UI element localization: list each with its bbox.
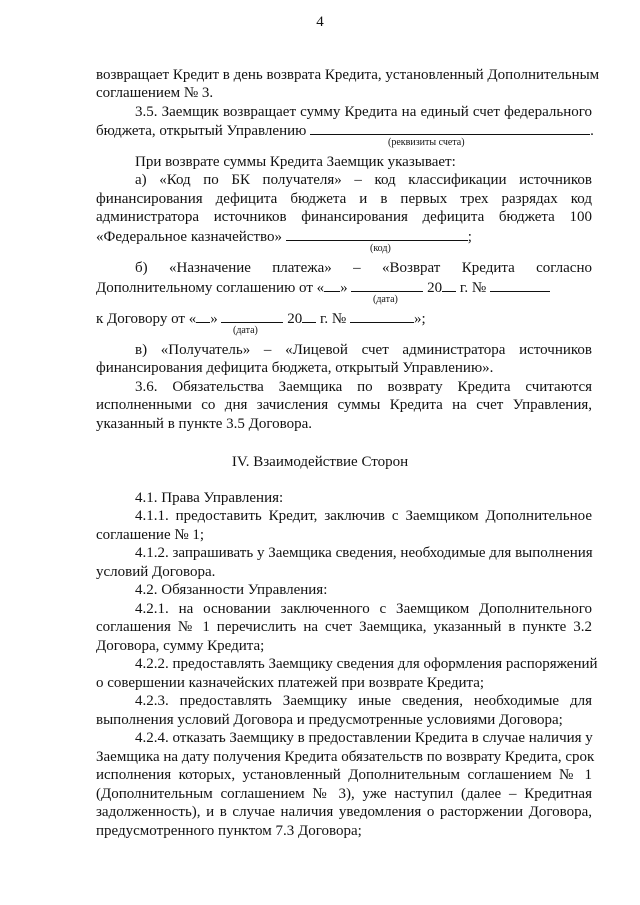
text-line: администратора источников финансирования дефицита бюджета 100 xyxy=(96,209,592,225)
text-line: 4.1.1. предоставить Кредит, заключив с Заемщиком Дополнительное xyxy=(135,508,592,524)
fill-blank-year xyxy=(442,278,456,292)
text-line-with-blank xyxy=(96,227,592,247)
text-line: 4.2.4. отказать Заемщику в предоставлении Кредита в случае наличия у xyxy=(135,730,593,746)
section-heading: IV. Взаимодействие Сторон xyxy=(231,454,409,470)
text-line: условий Договора. xyxy=(96,564,216,580)
caption-date: (дата) xyxy=(373,294,398,305)
page-number: 4 xyxy=(316,14,324,30)
text-line: предусмотренного пунктом 7.3 Договора; xyxy=(96,823,362,839)
text-line: 4.2. Обязанности Управления: xyxy=(135,582,328,598)
text-line: исполненными со дня зачисления суммы Кредита на счет Управления, xyxy=(96,397,592,413)
text-line: а) «Код по БК получателя» – код классификации источников xyxy=(135,172,592,188)
text-fragment: бюджета, открытый Управлению xyxy=(96,123,307,139)
text-fragment: 20 xyxy=(287,311,303,327)
text-line: Заемщика на дату получения Кредита обязательств по возврату Кредита, срок xyxy=(96,749,595,765)
text-line: указанный в пункте 3.5 Договора. xyxy=(96,416,313,432)
text-line: 3.6. Обязательства Заемщика по возврату Кредита считаются xyxy=(135,379,592,395)
fill-blank-month xyxy=(351,278,423,292)
text-line: (Дополнительным соглашением № 3), уже наступил (далее – Кредитная xyxy=(96,786,592,802)
text-fragment: г. № xyxy=(459,280,487,296)
fill-blank-number xyxy=(350,309,414,323)
text-fragment: »; xyxy=(413,311,426,327)
text-line: б) «Назначение платежа» – «Возврат Кредита согласно xyxy=(135,260,592,276)
text-line: финансирования дефицита бюджета, открытый Управлению». xyxy=(96,360,494,376)
text-line: 4.2.1. на основании заключенного с Заемщиком Дополнительного xyxy=(135,601,592,617)
text-fragment: к Договору от « xyxy=(96,311,197,327)
fill-blank-account xyxy=(310,121,590,135)
caption-code: (код) xyxy=(370,243,391,254)
text-line: соглашения № 1 перечислить на счет Заемщика, указанный в пункте 3.2 xyxy=(96,619,592,635)
text-fragment: . xyxy=(590,123,594,139)
text-line: 3.5. Заемщик возвращает сумму Кредита на единый счет федерального xyxy=(135,104,592,120)
text-fragment: г. № xyxy=(319,311,347,327)
text-line: выполнения условий Договора и предусмотренные условиями Договора; xyxy=(96,712,563,728)
fill-blank-month xyxy=(221,309,283,323)
text-line: Договора, сумму Кредита; xyxy=(96,638,265,654)
fill-blank-number xyxy=(490,278,550,292)
text-line: соглашение № 1; xyxy=(96,527,205,543)
text-line: исполнения которых, установленный Дополнительным соглашением № 1 xyxy=(96,767,592,783)
text-fragment: 20 xyxy=(427,280,443,296)
text-line-with-blanks xyxy=(96,309,592,329)
text-line-with-blanks xyxy=(96,278,592,298)
text-fragment: » xyxy=(210,311,218,327)
text-line: 4.2.3. предоставлять Заемщику иные сведения, необходимые для xyxy=(135,693,592,709)
fill-blank-year xyxy=(302,309,316,323)
text-line: 4.2.2. предоставлять Заемщику сведения для оформления распоряжений xyxy=(135,656,598,672)
text-line: о совершении казначейских платежей при возврате Кредита; xyxy=(96,675,485,691)
text-line-with-blank xyxy=(96,121,592,141)
fill-blank-day xyxy=(324,278,340,292)
fill-blank-day xyxy=(196,309,210,323)
caption-date: (дата) xyxy=(233,325,258,336)
text-fragment: «Федеральное казначейство» xyxy=(96,229,282,245)
text-fragment: ; xyxy=(467,229,472,245)
text-fragment: Дополнительному соглашению от « xyxy=(96,280,325,296)
text-line: 4.1. Права Управления: xyxy=(135,490,284,506)
text-line: в) «Получатель» – «Лицевой счет администратора источников xyxy=(135,342,592,358)
text-line: возвращает Кредит в день возврата Кредита, установленный Дополнительным xyxy=(96,67,600,83)
text-line: финансирования дефицита бюджета и в первых трех разрядах код xyxy=(96,191,592,207)
text-fragment: » xyxy=(340,280,348,296)
text-line: соглашением № 3. xyxy=(96,85,214,101)
text-line: 4.1.2. запрашивать у Заемщика сведения, необходимые для выполнения xyxy=(135,545,593,561)
fill-blank-code xyxy=(286,227,468,241)
text-line: задолженность), и в случае наличия уведомления о расторжении Договора, xyxy=(96,804,592,820)
text-line: При возврате суммы Кредита Заемщик указывает: xyxy=(135,154,456,170)
caption-account-details: (реквизиты счета) xyxy=(388,137,465,148)
